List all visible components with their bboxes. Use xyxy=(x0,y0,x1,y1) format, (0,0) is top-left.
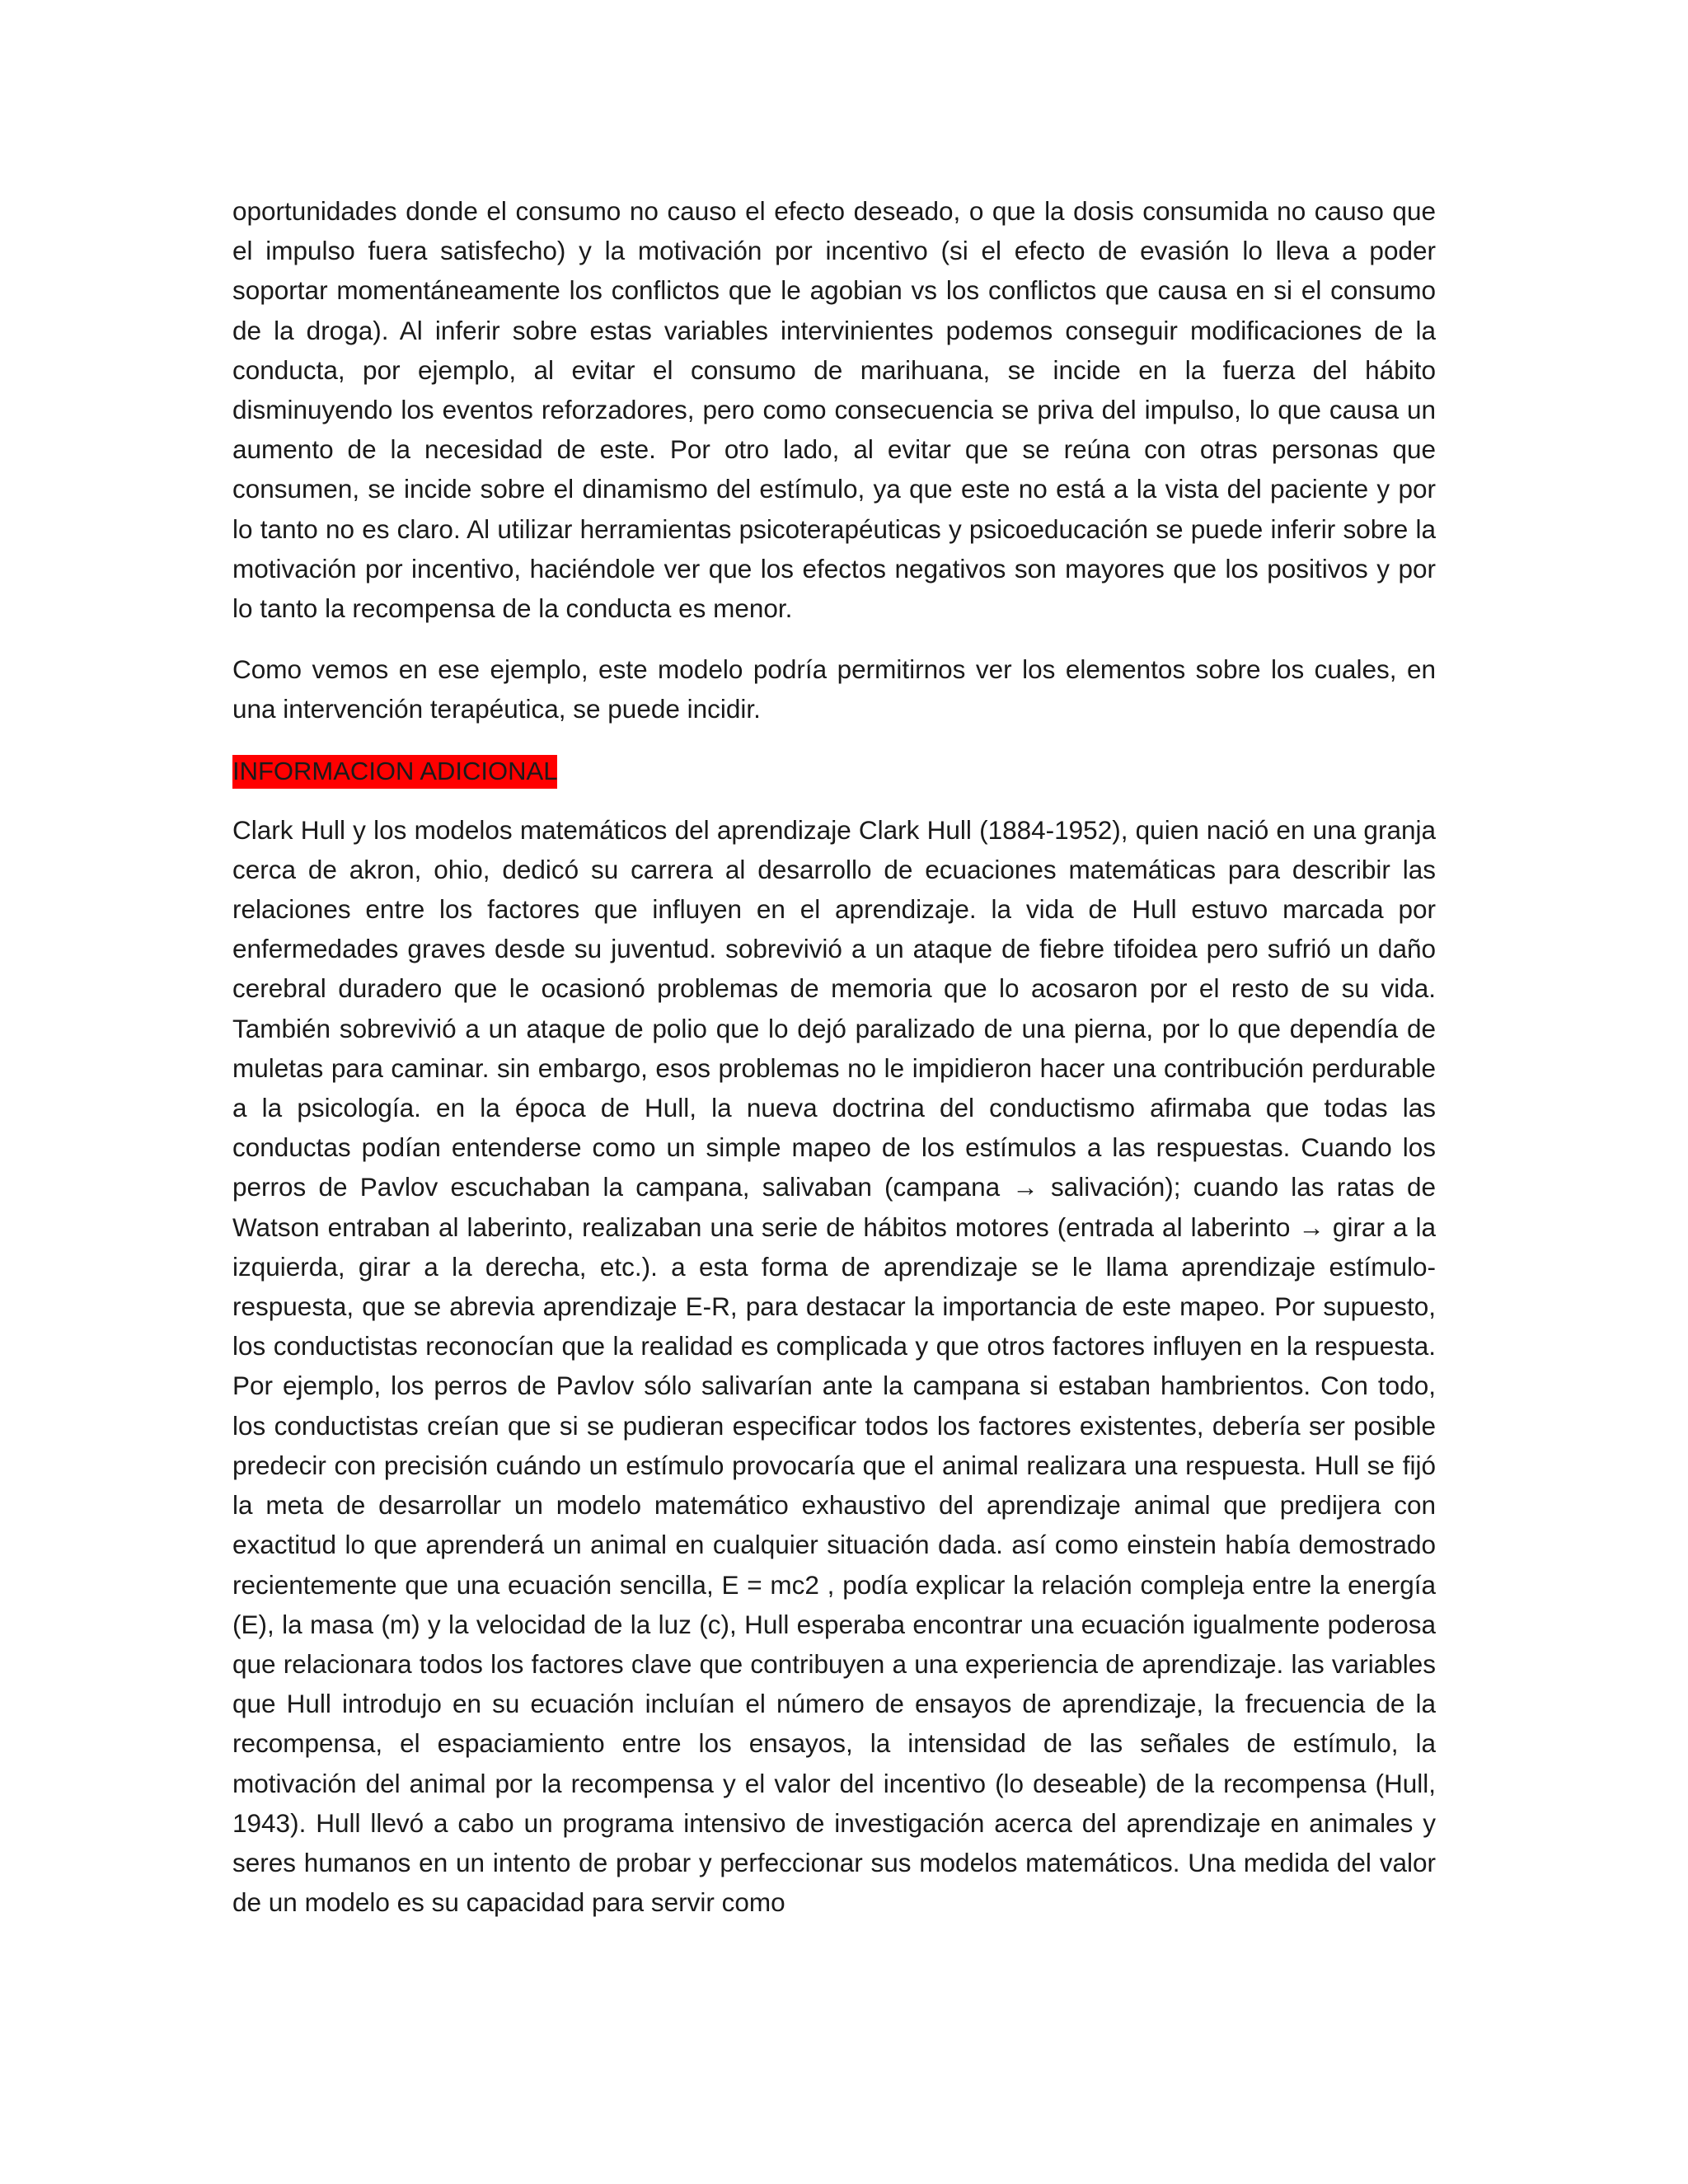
section-heading-highlighted: INFORMACION ADICIONAL xyxy=(232,755,557,789)
section-heading-container xyxy=(232,751,1436,790)
body-paragraph: oportunidades donde el consumo no causo el efecto deseado, o que la dosis consumida no causo que el impulso fuera satisfecho) y la motivación por incentivo (si el efecto de evasión lo lleva a poder soportar momentáneamente los conflictos que le agobian vs los conflictos que causa en si el consumo de la droga). Al inferir sobre estas variables intervinientes podemos conseguir modificaciones de la conducta, por ejemplo, al evitar el consumo de marihuana, se incide en la fuerza del hábito disminuyendo los eventos reforzadores, pero como consecuencia se priva del impulso, lo que causa un aumento de la necesidad de este. Por otro lado, al evitar que se reúna con otras personas que consumen, se incide sobre el dinamismo del estímulo, ya que este no está a la vista del paciente y por lo tanto no es claro. Al utilizar herramientas psicoterapéuticas y psicoeducación se puede inferir sobre la motivación por incentivo, haciéndole ver que los efectos negativos son mayores que los positivos y por lo tanto la recompensa de la conducta es menor. xyxy=(232,196,1436,624)
body-paragraph: Como vemos en ese ejemplo, este modelo podría permitirnos ver los elementos sobre los cuales, en una intervención terapéutica, se puede incidir. xyxy=(232,654,1436,724)
body-paragraph: Clark Hull y los modelos matemáticos del aprendizaje Clark Hull (1884-1952), quien nació en una granja cerca de akron, ohio, dedicó su carrera al desarrollo de ecuaciones matemáticas para describir las relaciones entre los factores que influyen en el aprendizaje. la vida de Hull estuvo marcada por enfermedades graves desde su juventud. sobrevivió a un ataque de fiebre tifoidea pero sufrió un daño cerebral duradero que le ocasionó problemas de memoria que lo acosaron por el resto de su vida. También sobrevivió a un ataque de polio que lo dejó paralizado de una pierna, por lo que dependía de muletas para caminar. sin embargo, esos problemas no le impidieron hacer una contribución perdurable a la psicología. en la época de Hull, la nueva doctrina del conductismo afirmaba que todas las conductas podían entenderse como un simple mapeo de los estímulos a las respuestas. Cuando los perros de Pavlov escuchaban la campana, salivaban (campana → salivación); cuando las ratas de Watson entraban al laberinto, realizaban una serie de hábitos motores (entrada al laberinto → girar a la izquierda, girar a la derecha, etc.). a esta forma de aprendizaje se le llama aprendizaje estímulo-respuesta, que se abrevia aprendizaje E-R, para destacar la importancia de este mapeo. Por supuesto, los conductistas reconocían que la realidad es complicada y que otros factores influyen en la respuesta. Por ejemplo, los perros de Pavlov sólo salivarían ante la campana si estaban hambrientos. Con todo, los conductistas creían que si se pudieran especificar todos los factores existentes, debería ser posible predecir con precisión cuándo un estímulo provocaría que el animal realizara una respuesta. Hull se fijó la meta de desarrollar un modelo matemático exhaustivo del aprendizaje animal que predijera con exactitud lo que aprenderá un animal en cualquier situación dada. así como einstein había demostrado recientemente que una ecuación sencilla, E = mc2 , podía explicar la relación compleja entre la energía (E), la masa (m) y la velocidad de la luz (c), Hull esperaba encontrar una ecuación igualmente poderosa que relacionara todos los factores clave que contribuyen a una experiencia de aprendizaje. las variables que Hull introdujo en su ecuación incluían el número de ensayos de aprendizaje, la frecuencia de la recompensa, el espaciamiento entre los ensayos, la intensidad de las señales de estímulo, la motivación del animal por la recompensa y el valor del incentivo (lo deseable) de la recompensa (Hull, 1943). Hull llevó a cabo un programa intensivo de investigación acerca del aprendizaje en animales y seres humanos en un intento de probar y perfeccionar sus modelos matemáticos. Una medida del valor de un modelo es su capacidad para servir como xyxy=(232,814,1436,1918)
document-body xyxy=(232,191,1436,1922)
